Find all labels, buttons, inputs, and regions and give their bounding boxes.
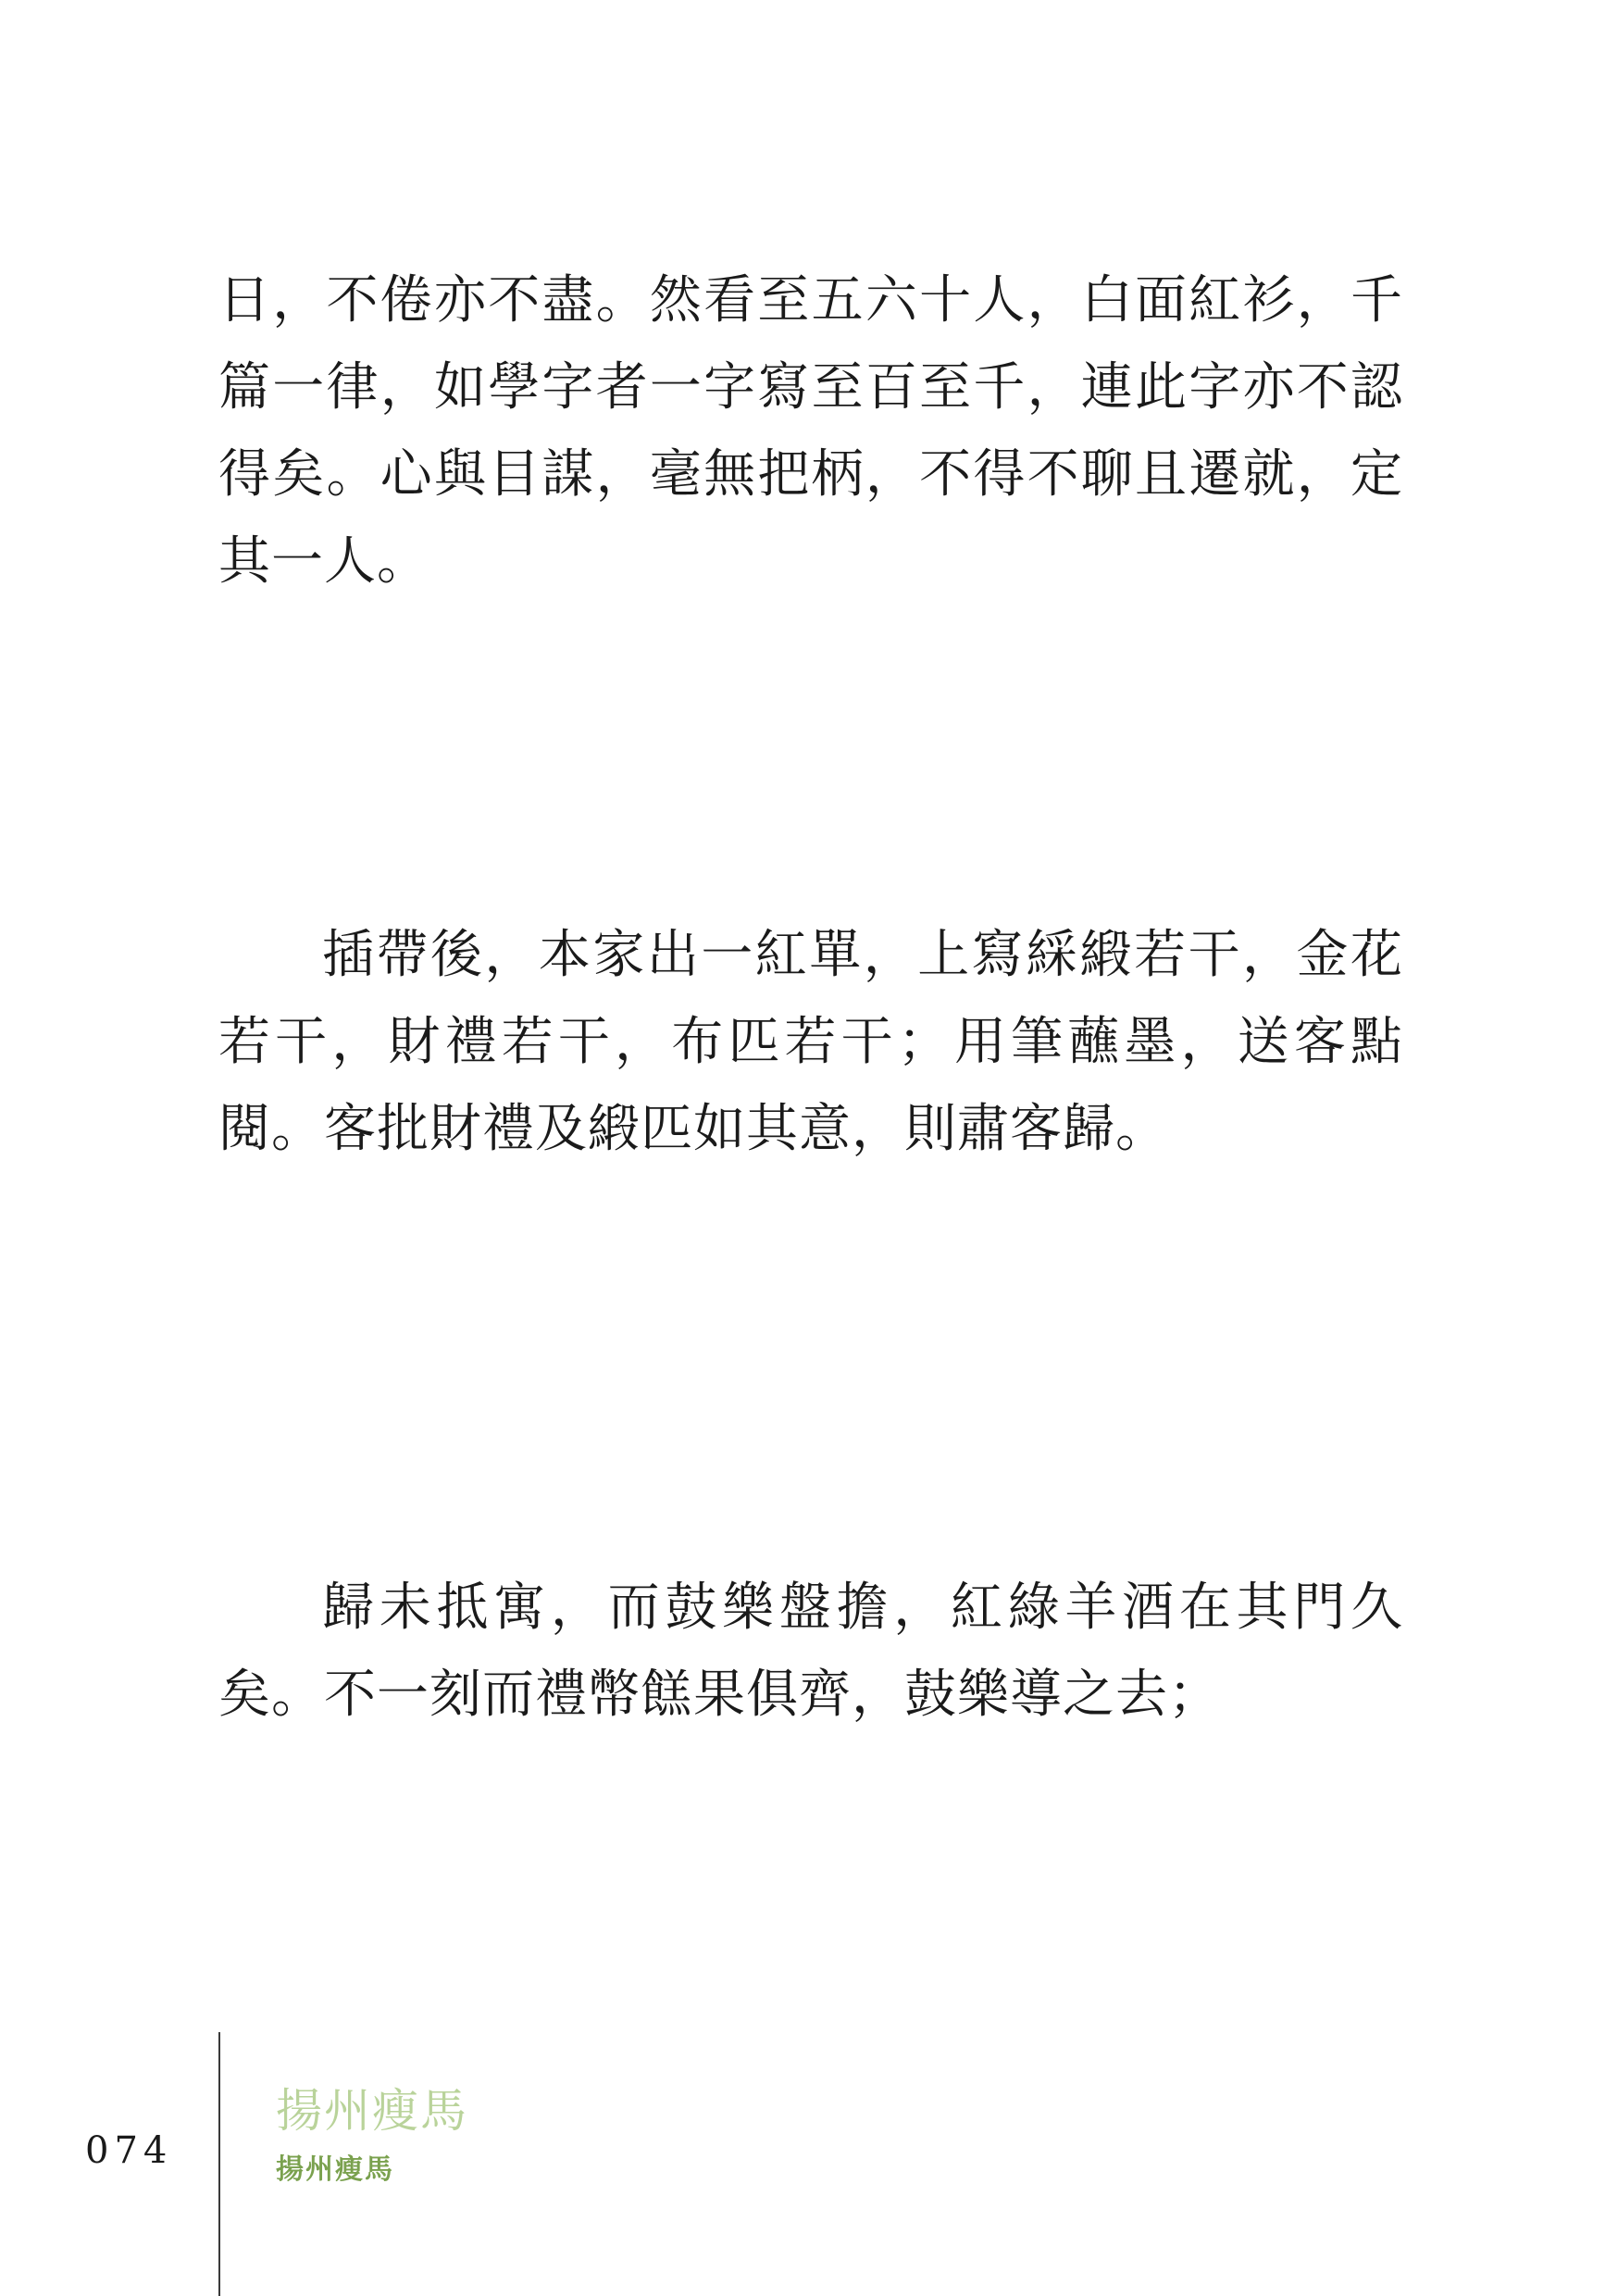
footer-vertical-rule (218, 2032, 220, 2296)
running-title-small: 揚州瘦馬 (276, 2153, 394, 2186)
running-title-large: 揚州瘦馬 (276, 2084, 468, 2138)
body-paragraph-3: 歸未抵寓，而鼓樂盤擔，紅綠羊酒在其門久矣。不一刻而禮幣餻果俱齊，鼓樂導之去； (218, 1578, 1403, 1725)
body-paragraph-1: 日，不倦亦不盡。然看至五六十人，白面紅衫，千篇一律，如學字者一字寫至百至千，連此字亦不認得矣。心與目謀，毫無把柄，不得不聊且遷就，定其一人。 (218, 270, 1403, 592)
body-paragraph-2: 插帶後，本家出一紅單，上寫綵緞若干，金花若干，財禮若干，布匹若干；用筆蘸墨，送客點閱。客批財禮及緞匹如其意，則肅客歸。 (218, 925, 1403, 1159)
page-number: 074 (85, 2129, 173, 2172)
